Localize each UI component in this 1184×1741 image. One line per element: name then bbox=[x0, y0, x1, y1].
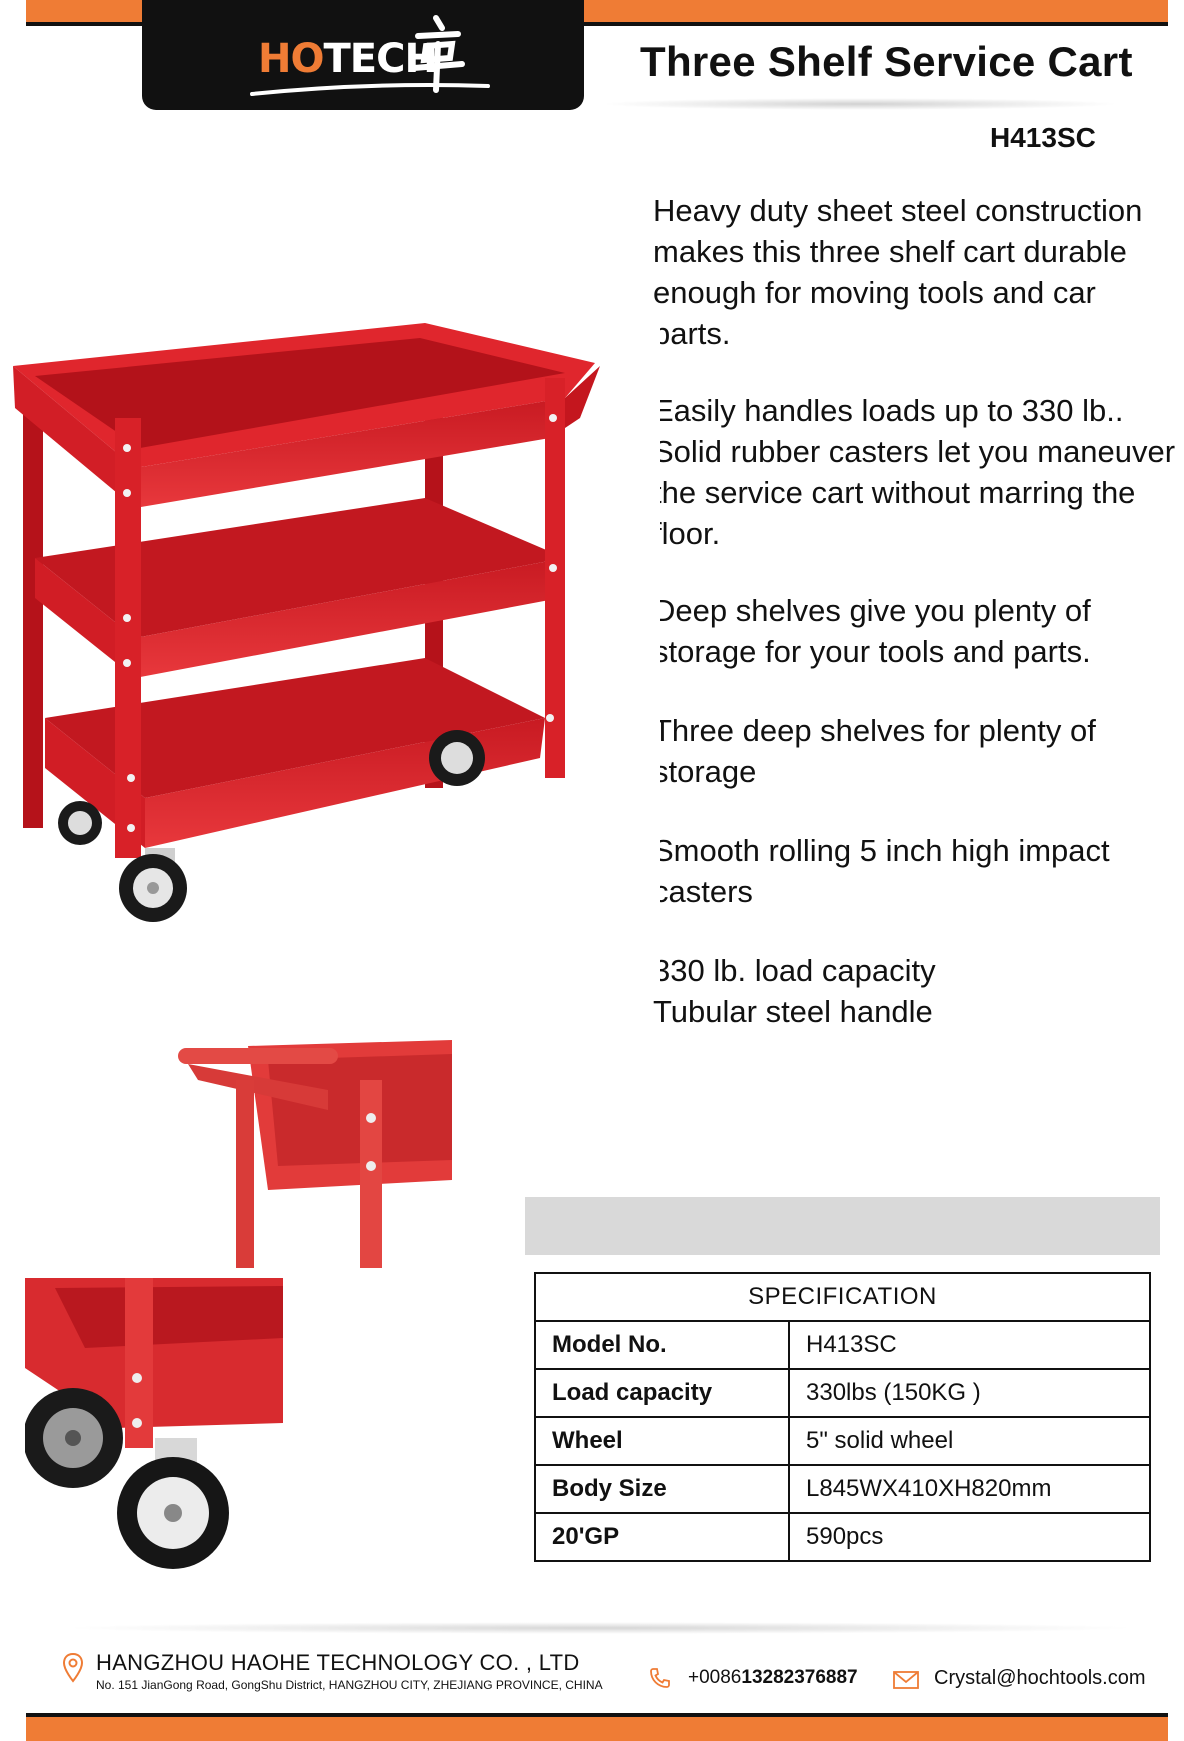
spec-label: 20'GP bbox=[535, 1513, 789, 1561]
description-paragraph: Tubular steel handle bbox=[653, 994, 933, 1029]
table-header-row bbox=[535, 1273, 1150, 1321]
table-row bbox=[535, 1321, 1150, 1369]
phone-number: 13282376887 bbox=[741, 1667, 858, 1688]
envelope-icon bbox=[892, 1670, 920, 1690]
table-row bbox=[535, 1369, 1150, 1417]
company-address: No. 151 JianGong Road, GongShu District, HANGZHOU CITY, ZHEJIANG PROVINCE, CHINA bbox=[96, 1678, 603, 1692]
description-paragraph: Heavy duty sheet steel construction makes this three shelf cart durable enough for moving tools and car parts. bbox=[653, 193, 1143, 351]
page-title: Three Shelf Service Cart bbox=[640, 38, 1133, 85]
spec-value: 590pcs bbox=[789, 1513, 1150, 1561]
description-paragraph: Three deep shelves for plenty of storage bbox=[653, 713, 1096, 789]
contact-phone[interactable] bbox=[688, 1667, 858, 1689]
spec-label: Model No. bbox=[535, 1321, 789, 1369]
logo-part-tech: TECH bbox=[323, 36, 437, 82]
description-paragraph: 330 lb. load capacity bbox=[653, 953, 936, 988]
description-paragraph: Deep shelves give you plenty of storage for your tools and parts. bbox=[653, 593, 1091, 669]
specification-table bbox=[534, 1272, 1151, 1562]
bottom-accent-bar bbox=[26, 1717, 1168, 1741]
footer-divider-shadow bbox=[60, 1622, 1140, 1634]
spec-label: Wheel bbox=[535, 1417, 789, 1465]
table-row bbox=[535, 1465, 1150, 1513]
contact-email[interactable]: Crystal@hochtools.com bbox=[934, 1667, 1146, 1689]
product-image-cart bbox=[5, 318, 660, 998]
spec-label: Load capacity bbox=[535, 1369, 789, 1417]
logo-swoosh-icon bbox=[250, 82, 490, 98]
phone-icon bbox=[648, 1666, 672, 1690]
table-row bbox=[535, 1513, 1150, 1561]
spec-value: 5" solid wheel bbox=[789, 1417, 1150, 1465]
spec-title-bar bbox=[525, 1197, 1160, 1255]
title-underline-shadow bbox=[600, 98, 1120, 110]
spec-value: 330lbs (150KG ) bbox=[789, 1369, 1150, 1417]
location-pin-icon bbox=[62, 1652, 84, 1684]
description-paragraph: Smooth rolling 5 inch high impact casters bbox=[653, 833, 1110, 909]
spec-value: H413SC bbox=[789, 1321, 1150, 1369]
logo-part-ho: HO bbox=[258, 36, 324, 82]
table-row bbox=[535, 1417, 1150, 1465]
company-name: HANGZHOU HAOHE TECHNOLOGY CO. , LTD bbox=[96, 1650, 580, 1675]
detail-image-casters bbox=[25, 1278, 283, 1572]
phone-prefix: +0086 bbox=[688, 1667, 742, 1688]
spec-value: L845WX410XH820mm bbox=[789, 1465, 1150, 1513]
spec-header: SPECIFICATION bbox=[535, 1273, 1150, 1321]
detail-image-handle bbox=[178, 1040, 452, 1268]
model-code: H413SC bbox=[990, 122, 1096, 153]
description-paragraph: Easily handles loads up to 330 lb.. Solid rubber casters let you maneuver the service cart without marring the floor. bbox=[653, 393, 1176, 551]
spec-label: Body Size bbox=[535, 1465, 789, 1513]
